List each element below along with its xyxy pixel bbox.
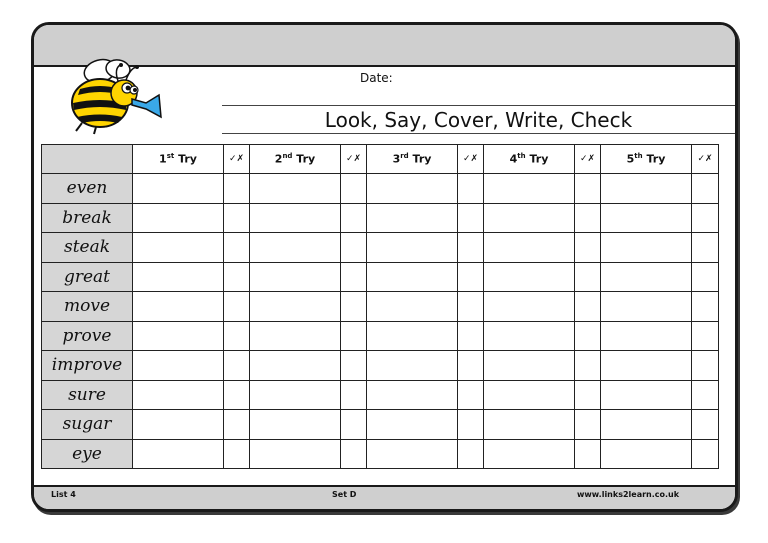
try-cell-4[interactable]: [484, 292, 575, 322]
date-line: [222, 105, 735, 106]
check-cell-1[interactable]: [224, 233, 250, 263]
bee-icon: [66, 55, 162, 135]
spelling-word: break: [42, 203, 133, 233]
try-cell-5[interactable]: [601, 321, 692, 351]
try-cell-1[interactable]: [133, 262, 224, 292]
check-cell-4[interactable]: [575, 233, 601, 263]
try-cell-4[interactable]: [484, 174, 575, 204]
check-cell-5[interactable]: [692, 233, 719, 263]
check-cell-4[interactable]: [575, 380, 601, 410]
try-cell-4[interactable]: [484, 439, 575, 469]
try-cell-4[interactable]: [484, 262, 575, 292]
check-cell-5[interactable]: [692, 203, 719, 233]
try-cell-2[interactable]: [250, 262, 341, 292]
check-cell-1[interactable]: [224, 174, 250, 204]
try-cell-5[interactable]: [601, 203, 692, 233]
word-row: [42, 262, 719, 292]
word-row: [42, 321, 719, 351]
check-cell-3[interactable]: [458, 439, 484, 469]
check-cell-2[interactable]: [341, 292, 367, 322]
check-cell-4[interactable]: [575, 292, 601, 322]
check-cell-2[interactable]: [341, 262, 367, 292]
try-cell-5[interactable]: [601, 174, 692, 204]
header-row: [42, 145, 719, 174]
try-cell-4[interactable]: [484, 321, 575, 351]
spelling-word: improve: [42, 351, 133, 381]
spelling-word: great: [42, 262, 133, 292]
check-cell-1[interactable]: [224, 203, 250, 233]
spelling-word: eye: [42, 439, 133, 469]
try-cell-2[interactable]: [250, 292, 341, 322]
try-cell-1[interactable]: [133, 439, 224, 469]
try-cell-2[interactable]: [250, 233, 341, 263]
try-cell-2[interactable]: [250, 380, 341, 410]
try-cell-5[interactable]: [601, 262, 692, 292]
try-header-1: 1st Try: [133, 145, 224, 174]
check-cell-3[interactable]: [458, 410, 484, 440]
word-row: [42, 380, 719, 410]
spelling-word: even: [42, 174, 133, 204]
spelling-word: steak: [42, 233, 133, 263]
spelling-word: prove: [42, 321, 133, 351]
try-cell-5[interactable]: [601, 439, 692, 469]
try-cell-3[interactable]: [367, 410, 458, 440]
check-cell-5[interactable]: [692, 292, 719, 322]
word-row: [42, 439, 719, 469]
footer-website: www.links2learn.co.uk: [577, 490, 680, 499]
check-cell-1[interactable]: [224, 292, 250, 322]
footer-set: Set D: [332, 490, 357, 499]
try-cell-1[interactable]: [133, 233, 224, 263]
check-cell-4[interactable]: [575, 410, 601, 440]
try-cell-3[interactable]: [367, 380, 458, 410]
check-cell-2[interactable]: [341, 174, 367, 204]
try-cell-2[interactable]: [250, 174, 341, 204]
check-cell-3[interactable]: [458, 292, 484, 322]
try-cell-3[interactable]: [367, 203, 458, 233]
try-cell-5[interactable]: [601, 233, 692, 263]
check-cell-5[interactable]: [692, 380, 719, 410]
check-cell-2[interactable]: [341, 439, 367, 469]
date-label: Date:: [360, 71, 393, 85]
check-header-5: ✓✗: [692, 145, 719, 174]
check-cell-4[interactable]: [575, 321, 601, 351]
try-cell-2[interactable]: [250, 351, 341, 381]
try-cell-3[interactable]: [367, 233, 458, 263]
check-cell-5[interactable]: [692, 174, 719, 204]
check-cell-2[interactable]: [341, 351, 367, 381]
check-cell-5[interactable]: [692, 439, 719, 469]
check-header-1: ✓✗: [224, 145, 250, 174]
check-cell-3[interactable]: [458, 380, 484, 410]
try-cell-1[interactable]: [133, 321, 224, 351]
check-cell-3[interactable]: [458, 174, 484, 204]
word-row: [42, 351, 719, 381]
try-cell-4[interactable]: [484, 380, 575, 410]
check-cell-4[interactable]: [575, 351, 601, 381]
try-cell-5[interactable]: [601, 410, 692, 440]
try-cell-4[interactable]: [484, 351, 575, 381]
word-row: [42, 292, 719, 322]
try-cell-3[interactable]: [367, 439, 458, 469]
spelling-word: sure: [42, 380, 133, 410]
word-row: [42, 174, 719, 204]
check-header-4: ✓✗: [575, 145, 601, 174]
check-cell-5[interactable]: [692, 321, 719, 351]
spelling-word: move: [42, 292, 133, 322]
try-header-2: 2nd Try: [250, 145, 341, 174]
check-cell-2[interactable]: [341, 233, 367, 263]
check-cell-5[interactable]: [692, 262, 719, 292]
check-cell-4[interactable]: [575, 203, 601, 233]
check-cell-3[interactable]: [458, 233, 484, 263]
spelling-word: sugar: [42, 410, 133, 440]
check-cell-3[interactable]: [458, 321, 484, 351]
check-cell-2[interactable]: [341, 203, 367, 233]
check-cell-1[interactable]: [224, 439, 250, 469]
check-cell-1[interactable]: [224, 262, 250, 292]
try-cell-4[interactable]: [484, 203, 575, 233]
spelling-grid: [41, 144, 719, 469]
check-cell-4[interactable]: [575, 174, 601, 204]
try-cell-1[interactable]: [133, 203, 224, 233]
check-cell-5[interactable]: [692, 410, 719, 440]
check-cell-3[interactable]: [458, 203, 484, 233]
try-cell-1[interactable]: [133, 174, 224, 204]
try-cell-1[interactable]: [133, 292, 224, 322]
try-cell-2[interactable]: [250, 203, 341, 233]
check-cell-3[interactable]: [458, 351, 484, 381]
check-header-2: ✓✗: [341, 145, 367, 174]
check-cell-2[interactable]: [341, 321, 367, 351]
word-row: [42, 410, 719, 440]
title-underline: [222, 133, 735, 134]
try-cell-4[interactable]: [484, 233, 575, 263]
try-cell-1[interactable]: [133, 380, 224, 410]
check-cell-2[interactable]: [341, 410, 367, 440]
try-cell-2[interactable]: [250, 439, 341, 469]
try-cell-3[interactable]: [367, 351, 458, 381]
try-cell-1[interactable]: [133, 410, 224, 440]
try-cell-3[interactable]: [367, 292, 458, 322]
try-cell-5[interactable]: [601, 292, 692, 322]
check-header-3: ✓✗: [458, 145, 484, 174]
try-cell-5[interactable]: [601, 351, 692, 381]
try-cell-3[interactable]: [367, 174, 458, 204]
try-header-4: 4th Try: [484, 145, 575, 174]
try-cell-2[interactable]: [250, 410, 341, 440]
check-cell-1[interactable]: [224, 380, 250, 410]
try-cell-1[interactable]: [133, 351, 224, 381]
try-cell-3[interactable]: [367, 262, 458, 292]
check-cell-3[interactable]: [458, 262, 484, 292]
check-cell-1[interactable]: [224, 321, 250, 351]
word-column-header: [42, 145, 133, 174]
word-row: [42, 203, 719, 233]
check-cell-5[interactable]: [692, 351, 719, 381]
try-header-5: 5th Try: [601, 145, 692, 174]
word-row: [42, 233, 719, 263]
check-cell-1[interactable]: [224, 351, 250, 381]
footer-bar: [34, 485, 735, 509]
try-cell-2[interactable]: [250, 321, 341, 351]
check-cell-2[interactable]: [341, 380, 367, 410]
check-cell-4[interactable]: [575, 262, 601, 292]
check-cell-4[interactable]: [575, 439, 601, 469]
try-cell-4[interactable]: [484, 410, 575, 440]
try-header-3: 3rd Try: [367, 145, 458, 174]
footer-list: List 4: [51, 490, 76, 499]
try-cell-3[interactable]: [367, 321, 458, 351]
page-title: Look, Say, Cover, Write, Check: [324, 108, 633, 132]
check-cell-1[interactable]: [224, 410, 250, 440]
try-cell-5[interactable]: [601, 380, 692, 410]
